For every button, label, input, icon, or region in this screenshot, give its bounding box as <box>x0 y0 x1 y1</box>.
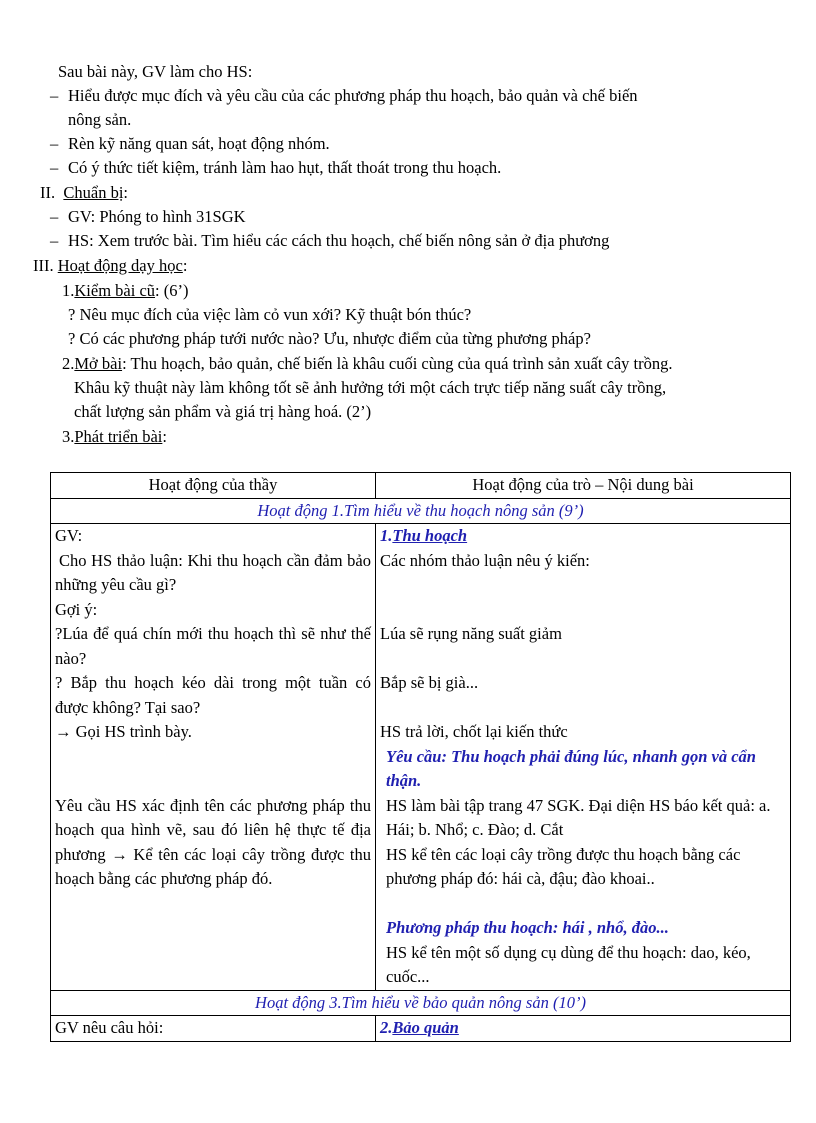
intro-text-line: Khâu kỹ thuật này làm không tốt sẽ ảnh hưởng tới một cách trực tiếp năng suất cây trồng, <box>74 378 667 397</box>
header-teacher: Hoạt động của thầy <box>51 473 376 499</box>
requirement-note: Yêu cầu: Thu hoạch phải đúng lúc, nhanh gọn và cẩn thận. <box>386 746 756 790</box>
section-heading-prep: II. Chuẩn bị: <box>40 183 129 202</box>
teacher-cell: GV nêu câu hỏi: <box>51 1016 376 1042</box>
intro-text-line: chất lượng sản phẩm và giá trị hàng hoá. (2’) <box>74 402 372 421</box>
objective-item: – Rèn kỹ năng quan sát, hoạt động nhóm. <box>50 134 330 153</box>
methods-note: Phương pháp thu hoạch: hái , nhổ, đào... <box>386 918 669 937</box>
section-harvest: Hoạt động 1.Tìm hiểu về thu hoạch nông sản (9’) <box>51 498 791 524</box>
lesson-table <box>50 472 791 1042</box>
step-introduction: 2.Mở bài: Thu hoạch, bảo quản, chế biến là khâu cuối cùng của quá trình sản xuất cây trồng. <box>62 354 673 373</box>
table-section-row <box>51 498 791 524</box>
heading-storage: Bảo quản <box>392 1018 459 1037</box>
student-cell: 1.Thu hoạch Các nhóm thảo luận nêu ý kiến: Lúa sẽ rụng năng suất giảm Bắp sẽ bị già... HS trả lời, chốt lại kiến thức Yêu cầu: Thu hoạch phải đúng lúc, nhanh gọn và cẩn thận. HS làm bài tập trang 47 SGK. Đại diện HS báo kết quả: a. Hái; b. Nhổ; c. Đào; d. Cắt HS kể tên các loại cây trồng được thu hoạch bằng các phương pháp đó: hái cà, đậu; đào khoai.. Phương pháp thu hoạch: hái , nhổ, đào... HS kể tên một số dụng cụ dùng để thu hoạch: dao, kéo, cuốc... <box>376 524 791 991</box>
step-check-old-lesson: 1.Kiểm bài cũ: (6’) <box>62 281 189 300</box>
heading-harvest: Thu hoạch <box>392 526 468 545</box>
objective-item: – Hiểu được mục đích và yêu cầu của các phương pháp thu hoạch, bảo quản và chế biến <box>50 86 638 105</box>
review-question: ? Nêu mục đích của việc làm cỏ vun xới? Kỹ thuật bón thúc? <box>68 305 472 324</box>
section-storage: Hoạt động 3.Tìm hiểu về bảo quản nông sản (10’) <box>51 990 791 1016</box>
table-row <box>51 524 791 991</box>
review-question: ? Có các phương pháp tưới nước nào? Ưu, nhược điểm của từng phương pháp? <box>68 329 591 348</box>
step-development: 3.Phát triển bài: <box>62 427 167 446</box>
table-header-row <box>51 473 791 499</box>
prep-item: – HS: Xem trước bài. Tìm hiểu các cách thu hoạch, chế biến nông sản ở địa phương <box>50 231 610 250</box>
intro-text: Sau bài này, GV làm cho HS: <box>58 62 253 81</box>
section-title: Hoạt động dạy học <box>57 256 183 275</box>
student-cell: 2.Bảo quản <box>376 1016 791 1042</box>
table-row <box>51 1016 791 1042</box>
teacher-cell: GV: Cho HS thảo luận: Khi thu hoạch cần đảm bảo những yêu cầu gì? Gợi ý: ?Lúa để quá chín mới thu hoạch thì sẽ như thế nào? ? Bắp thu hoạch kéo dài trong một tuần có được không? Tại sao? → Gọi HS trình bày. Yêu cầu HS xác định tên các phương pháp thu hoạch qua hình vẽ, sau đó liên hệ thực tế địa phương → Kể tên các loại cây trồng được thu hoạch bằng các phương pháp đó. <box>51 524 376 991</box>
section-heading-activities: III. Hoạt động dạy học: <box>33 256 188 275</box>
header-student: Hoạt động của trò – Nội dung bài <box>376 473 791 499</box>
objective-item: – Có ý thức tiết kiệm, tránh làm hao hụt, thất thoát trong thu hoạch. <box>50 158 502 177</box>
table-section-row <box>51 990 791 1016</box>
prep-item: – GV: Phóng to hình 31SGK <box>50 207 246 226</box>
section-title: Chuẩn bị <box>63 183 124 202</box>
objective-item-cont: nông sản. <box>68 110 132 129</box>
